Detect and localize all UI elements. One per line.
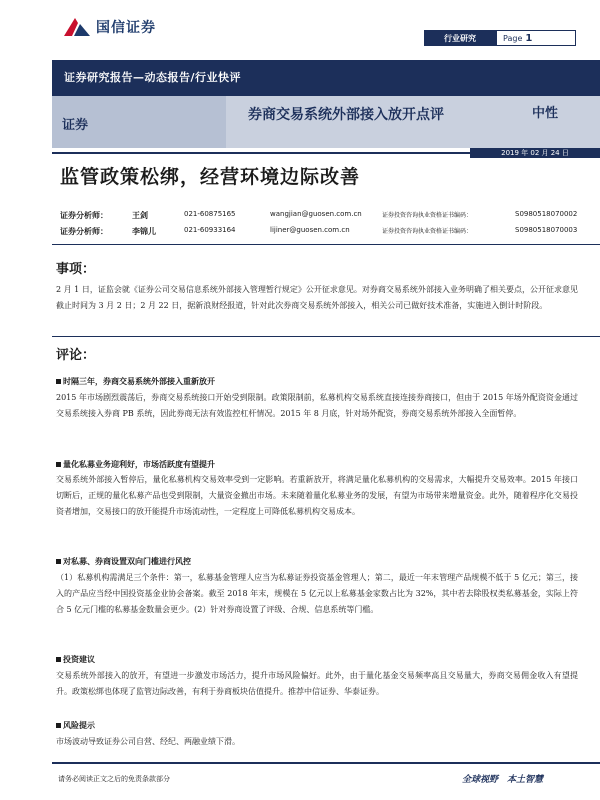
subsection-title: 对私募、券商设置双向门槛进行风控 (56, 556, 191, 567)
guosen-logo (62, 14, 156, 40)
report-date: 2019 年 02 月 24 日 (470, 148, 600, 158)
analyst-name: 王剑 (132, 210, 148, 220)
cert-number: S0980518070003 (515, 226, 578, 234)
subsection-title: 投资建议 (56, 654, 95, 665)
page-label: Page (503, 33, 523, 43)
bullet-square-icon (56, 462, 61, 467)
report-category: 行业研究 (424, 30, 496, 46)
subsection-title: 风险提示 (56, 720, 95, 731)
analyst-email[interactable]: wangjian@guosen.com.cn (270, 210, 362, 218)
analyst-phone: 021-60933164 (184, 226, 236, 234)
subsection-text: 交易系统外部接入的放开，有望进一步激发市场活力，提升市场风险偏好。此外，由于量化基金交易频率高且交易量大，券商交易佣金收入有望提升。政策松绑也体现了监管边际改善，有利于券商板块估值提升。推荐中信证券、华泰证券。 (56, 671, 578, 696)
analyst-phone: 021-60875165 (184, 210, 236, 218)
event-text: 2 月 1 日，证监会就《证券公司交易信息系统外部接入管理暂行规定》公开征求意见。对券商交易系统外部接入业务明确了相关要点，公开征求意见截止时间为 3 月 2 日；2 月 22 日，据新浪财经报道，针对此次券商交易系统外部接入，相关公司已做好技术准备，实施进入倒计时阶段。 (56, 285, 578, 310)
cert-number: S0980518070002 (515, 210, 578, 218)
analyst-label: 证券分析师： (60, 210, 108, 220)
cert-label: 证券投资咨询执业资格证书编码： (382, 228, 473, 235)
analyst-label: 证券分析师： (60, 226, 108, 236)
sector-label: 证券 (62, 118, 89, 133)
page-number (496, 30, 576, 46)
page-value: 1 (525, 32, 533, 44)
subsection-text: 2015 年市场剧烈震荡后，券商交易系统接口开始受到限制。政策限制前，私募机构交易系统直接连接券商接口，但由于 2015 年场外配资资金通过交易系统接入券商 PB 系统，因此券商无法有效监控杠杆情况。2015 年 8 月底，针对场外配资，券商交易系统外部接入全面暂停。 (56, 393, 578, 418)
headline: 监管政策松绑，经营环境边际改善 (60, 166, 361, 188)
report-type-banner: 证券研究报告—动态报告/行业快评 (52, 60, 600, 96)
bullet-square-icon (56, 379, 61, 384)
disclaimer-note: 请务必阅读正文之后的免责条款部分 (58, 775, 170, 783)
bullet-square-icon (56, 559, 61, 564)
subsection-text: 市场波动导致证券公司自营、经纪、两融业绩下滑。 (56, 737, 240, 746)
subsection-text: 交易系统外部接入暂停后，量化私募机构交易效率受到一定影响。若重新放开，将满足量化私募机构的交易需求，大幅提升交易效率。2015 年接口切断后，正规的量化私募产品也受到限制，大量资金撤出市场。未来随着量化私募业务的发展，有望为市场带来增量资金。此外，随着程序化交易投资者增加，交易接口的放开能提升市场流动性，一定程度上可降低私募机构交易成本。 (56, 475, 578, 516)
date-line (52, 148, 600, 158)
cert-label: 证券投资咨询执业资格证书编码： (382, 212, 473, 219)
section-divider (52, 336, 600, 337)
subsection-title: 量化私募业务迎利好，市场活跃度有望提升 (56, 459, 215, 470)
logo-mark-icon (62, 14, 92, 40)
analyst-name: 李锦儿 (132, 226, 156, 236)
subsection-text: （1）私募机构需满足三个条件：第一，私募基金管理人应当为私募证券投资基金管理人；第二，最近一年末管理产品规模不低于 5 亿元；第三，接入的产品应当经中国投资基金业协会备案。截至 2018 年末，规模在 5 亿元以上私募基金家数占比为 32%，其中若去除股权类私募基金，实际上符合 5 亿元门槛的私募基金数量会更少。(2）针对券商设置了评级、合规、信息系统等门槛。 (56, 573, 578, 614)
bullet-square-icon (56, 657, 61, 662)
event-heading: 事项： (56, 262, 96, 277)
analyst-email[interactable]: lijiner@guosen.com.cn (270, 226, 350, 234)
page-indicator (424, 30, 576, 46)
rating-badge: 中性 (532, 106, 559, 121)
analyst-row (60, 224, 590, 240)
title-band (52, 96, 600, 148)
report-subject: 券商交易系统外部接入放开点评 (248, 107, 444, 123)
subsection-title: 时隔三年，券商交易系统外部接入重新放开 (56, 376, 215, 387)
section-divider (52, 244, 600, 245)
bullet-square-icon (56, 723, 61, 728)
analyst-row (60, 208, 590, 224)
comment-heading: 评论： (56, 348, 96, 363)
footer-slogan: 全球视野 本土智慧 (462, 775, 544, 785)
page-footer (52, 762, 600, 790)
logo-text: 国信证券 (96, 20, 156, 36)
analyst-list (60, 208, 590, 240)
